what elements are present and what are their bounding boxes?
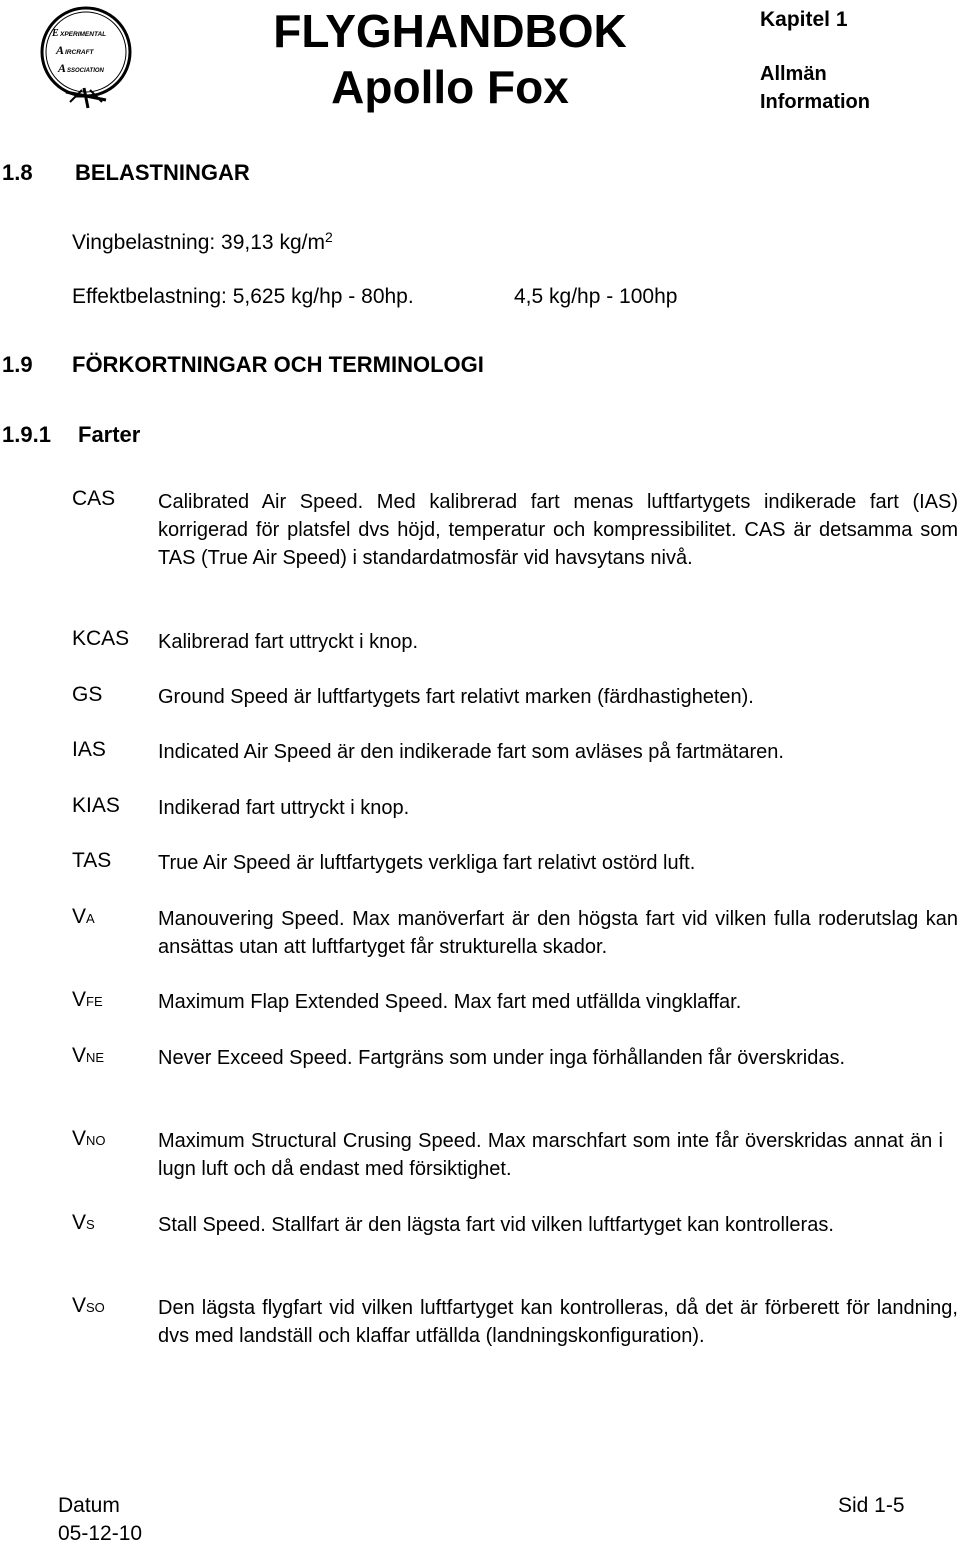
svg-text:XPERIMENTAL: XPERIMENTAL: [60, 31, 107, 38]
section-title: BELASTNINGAR: [75, 160, 250, 185]
term-abbr: VA: [72, 905, 95, 928]
wing-loading: [72, 229, 333, 255]
term-definition: Manouvering Speed. Max manöverfart är den högsta fart vid vilken fulla roderutslag kan ansättas utan att luftfartyget får strukturella skador.: [158, 908, 958, 958]
chapter-sub2: Information: [760, 91, 870, 113]
chapter-sub1: Allmän: [760, 63, 827, 85]
term-definition: Maximum Structural Crusing Speed. Max marschfart som inte får överskridas annat än i lugn luft och då endast med försiktighet.: [158, 1130, 943, 1180]
wing-loading-exponent: 2: [324, 229, 333, 245]
eaa-logo: [36, 4, 136, 116]
term-abbr: GS: [72, 683, 103, 706]
wing-loading-text: Vingbelastning: 39,13 kg/m: [72, 231, 325, 254]
page-number: Sid 1-5: [838, 1494, 905, 1517]
section-number: 1.9: [2, 352, 33, 377]
svg-text:SSOCIATION: SSOCIATION: [67, 68, 104, 74]
svg-text:A: A: [56, 43, 65, 57]
section-title: FÖRKORTNINGAR OCH TERMINOLOGI: [72, 352, 484, 377]
doc-title: FLYGHANDBOK: [273, 5, 627, 57]
footer-date: 05-12-10: [58, 1522, 143, 1545]
term-abbr: IAS: [72, 738, 106, 761]
term-subscript: SO: [86, 1300, 105, 1315]
footer-datum-label: Datum: [58, 1494, 120, 1517]
term-definition: Den lägsta flygfart vid vilken luftfartyget kan kontrolleras, då det är förberett för landning, dvs med landställ och klaffar utfällda (landningskonfiguration).: [158, 1297, 958, 1347]
term-abbr: VS: [72, 1211, 95, 1234]
term-definition: True Air Speed är luftfartygets verkliga fart relativt ostörd luft.: [158, 852, 696, 874]
term-abbr: VNE: [72, 1044, 105, 1067]
term-definition: Kalibrerad fart uttryckt i knop.: [158, 631, 419, 653]
svg-text:E: E: [52, 28, 59, 39]
term-subscript: S: [86, 1217, 95, 1232]
term-abbr: VSO: [72, 1294, 105, 1317]
term-abbr: CAS: [72, 487, 116, 510]
term-subscript: NE: [86, 1050, 105, 1065]
term-definition: Ground Speed är luftfartygets fart relativt marken (färdhastigheten).: [158, 686, 754, 708]
term-definition: Never Exceed Speed. Fartgräns som under inga förhållanden får överskridas.: [158, 1047, 846, 1069]
term-abbr: KCAS: [72, 627, 130, 650]
chapter-label: Kapitel 1: [760, 8, 848, 31]
power-loading-80: Effektbelastning: 5,625 kg/hp - 80hp.: [72, 285, 414, 308]
term-definition: Calibrated Air Speed. Med kalibrerad fart menas luftfartygets indikerade fart (IAS) korrigerad för platsfel dvs höjd, temperatur och kompressibilitet. CAS är detsamma som TAS (True Air Speed) i standardatmosfär vid havsytans nivå.: [158, 491, 958, 569]
term-abbr: VFE: [72, 988, 103, 1011]
term-abbr: VNO: [72, 1127, 106, 1150]
term-abbr: TAS: [72, 849, 112, 872]
term-subscript: A: [86, 911, 95, 926]
term-definition: Stall Speed. Stallfart är den lägsta fart vid vilken luftfartyget kan kontrolleras.: [158, 1214, 834, 1236]
term-subscript: NO: [86, 1133, 106, 1148]
power-loading-100: 4,5 kg/hp - 100hp: [514, 285, 678, 308]
term-definition: Indikerad fart uttryckt i knop.: [158, 797, 410, 819]
term-abbr: KIAS: [72, 794, 120, 817]
term-definition: Indicated Air Speed är den indikerade fart som avläses på fartmätaren.: [158, 741, 784, 763]
term-subscript: FE: [86, 994, 103, 1009]
svg-text:A: A: [58, 61, 67, 75]
term-definition: Maximum Flap Extended Speed. Max fart med utfällda vingklaffar.: [158, 991, 742, 1013]
section-number: 1.8: [2, 160, 33, 185]
aircraft-name: Apollo Fox: [331, 61, 569, 113]
svg-text:IRCRAFT: IRCRAFT: [65, 49, 94, 56]
subsection-title: Farter: [78, 422, 141, 447]
subsection-number: 1.9.1: [2, 422, 51, 447]
